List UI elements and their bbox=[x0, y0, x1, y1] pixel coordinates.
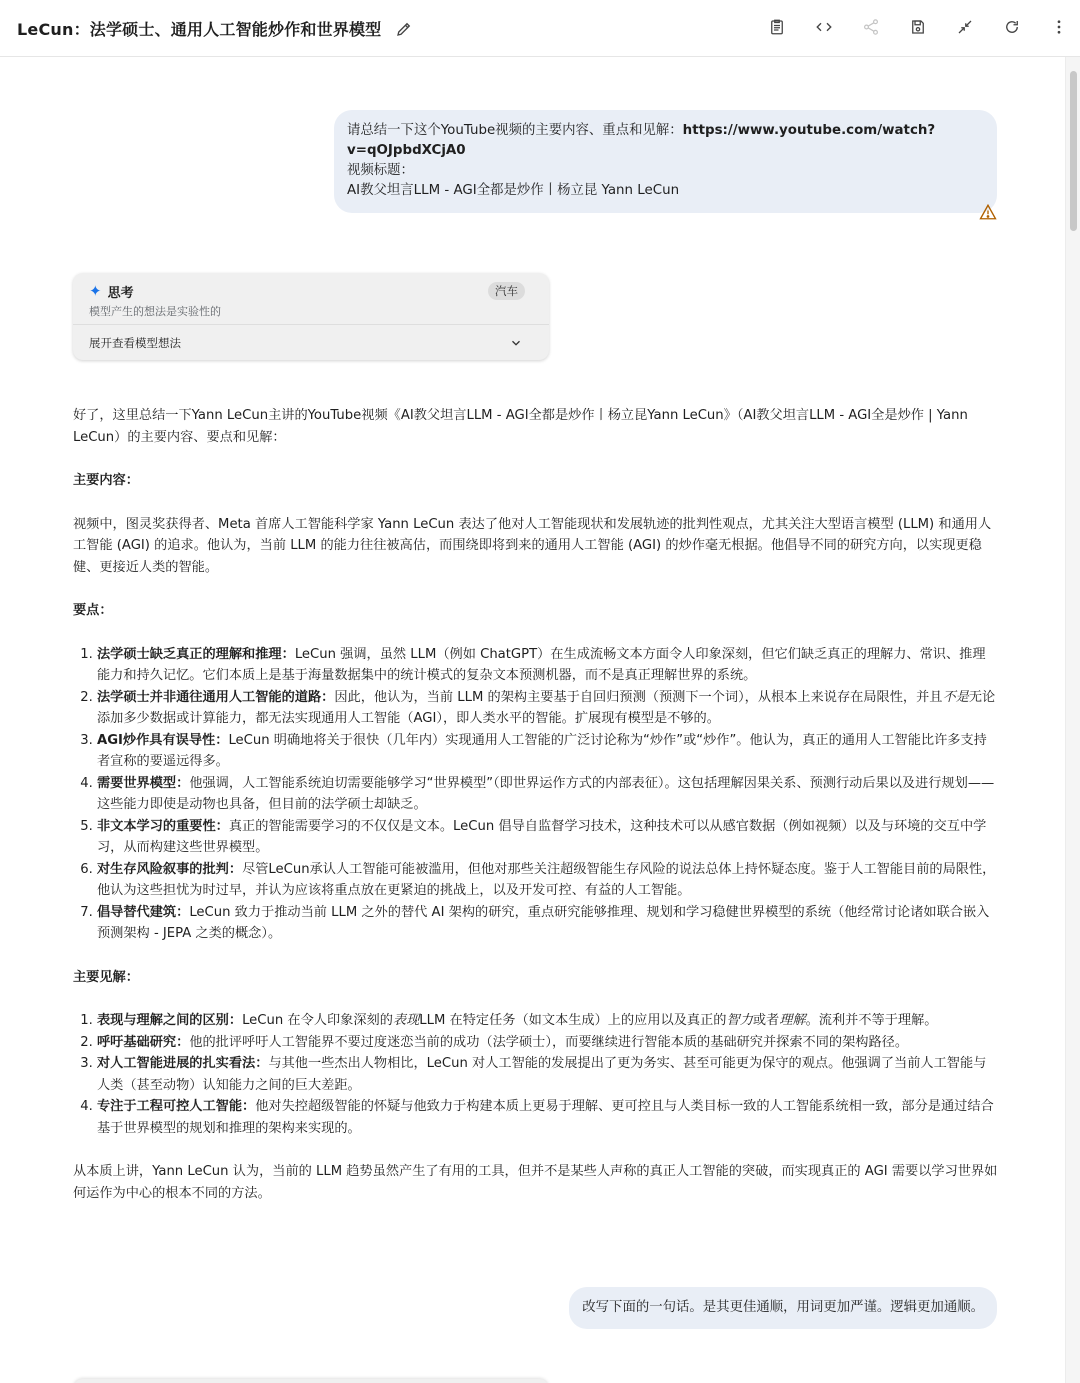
user-message-line-2: 视频标题： bbox=[347, 163, 414, 178]
list-item-text: 他强调，人工智能系统迫切需要能够学习“世界模型”（即世界运作方式的内部表征）。这包括理解因果关系、预测行动后果以及进行规划——这些能力即使是动物也具备，但目前的法学硕士却缺乏。 bbox=[97, 775, 995, 812]
user-message-line-3: AI教父坦言LLM - AGI全都是炒作丨杨立昆 Yann LeCun bbox=[347, 183, 680, 198]
list-item bbox=[97, 816, 998, 859]
model-response bbox=[73, 405, 998, 1204]
list-item-text: 他的批评呼吁人工智能界不要过度迷恋当前的成功（法学硕士），而要继续进行智能本质的基础研究并探索不同的架构路径。 bbox=[189, 1034, 909, 1050]
list-item-emphasis: 智力 bbox=[726, 1013, 753, 1028]
share-icon[interactable] bbox=[858, 14, 884, 40]
notes-icon[interactable] bbox=[764, 14, 790, 40]
chat-area bbox=[0, 57, 1066, 1383]
top-bar bbox=[0, 0, 1080, 57]
list-item bbox=[97, 687, 998, 730]
list-item bbox=[97, 644, 998, 687]
list-item-text: 他对失控超级智能的怀疑与他致力于构建本质上更易于理解、更可控且与人类目标一致的人工智能系统相一致，部分是通过结合基于世界模型的规划和推理的架构来实现的。 bbox=[97, 1099, 994, 1136]
collapse-icon[interactable] bbox=[952, 14, 978, 40]
list-item bbox=[97, 902, 998, 945]
model-chip: 汽车 bbox=[488, 282, 525, 300]
list-item-text: LeCun 明确地将关于很快（几年内）实现通用人工智能的广泛讨论称为“炒作”或“炒作”。他认为，真正的通用人工智能比许多支持者宣称的要遥远得多。 bbox=[97, 732, 987, 769]
thinking-label: 思考 bbox=[107, 286, 134, 301]
list-item bbox=[97, 1010, 998, 1032]
list-item bbox=[97, 1032, 998, 1054]
list-item-title: AGI炒作具有误导性： bbox=[97, 732, 229, 748]
list-item bbox=[97, 1053, 998, 1096]
list-item-text: 无论添加多少数据或计算能力，都无法实现通用人工智能（AGI），即人类水平的智能。扩展现有模型是不够的。 bbox=[97, 689, 996, 726]
list-item-title: 非文本学习的重要性： bbox=[97, 818, 229, 834]
user-message-text: 请总结一下这个YouTube视频的主要内容、重点和见解： bbox=[347, 123, 683, 138]
list-item bbox=[97, 1096, 998, 1139]
list-item-emphasis: 理解 bbox=[779, 1013, 806, 1028]
response-intro: 好了，这里总结一下Yann LeCun主讲的YouTube视频《AI教父坦言LLM - AGI全都是炒作丨杨立昆Yann LeCun》（AI教父坦言LLM - AGI全是炒作 | Yann LeCun）的主要内容、要点和见解： bbox=[73, 408, 968, 445]
key-points-heading: 要点： bbox=[73, 603, 113, 618]
list-item-title: 倡导替代建筑： bbox=[97, 904, 190, 920]
scrollbar-thumb[interactable] bbox=[1070, 71, 1077, 231]
list-item-text: LLM 在特定任务（如文本生成）上的应用以及真正的 bbox=[419, 1013, 727, 1028]
thinking-header bbox=[89, 282, 134, 301]
user-message-bubble-2: 改写下面的一句话。是其更佳通顺，用词更加严谨。逻辑更加通顺。 bbox=[569, 1287, 997, 1329]
list-item bbox=[97, 730, 998, 773]
insights-heading: 主要见解： bbox=[73, 969, 139, 985]
thinking-panel-partial bbox=[73, 1379, 549, 1383]
save-icon[interactable] bbox=[905, 14, 931, 40]
divider bbox=[73, 324, 549, 325]
main-content-heading: 主要内容： bbox=[73, 473, 139, 488]
list-item-title: 呼吁基础研究： bbox=[97, 1034, 190, 1050]
list-item-text: LeCun 强调，虽然 LLM（例如 ChatGPT）在生成流畅文本方面令人印象深刻，但它们缺乏真正的理解力、常识、推理能力和持久记忆。它们本质上是基于海量数据集中的统计模式的复杂文本预测机器，而不是真正理解世界的系统。 bbox=[97, 646, 986, 683]
list-item-title: 表现与理解之间的区别： bbox=[97, 1013, 243, 1028]
list-item-text: LeCun 在令人印象深刻的 bbox=[242, 1013, 393, 1028]
list-item-emphasis: 表现 bbox=[392, 1013, 420, 1028]
list-item-text: LeCun 致力于推动当前 LLM 之外的替代 AI 架构的研究，重点研究能够推理、规划和学习稳健世界模型的系统（他经常讨论诸如联合嵌入预测架构 - JEPA 之类的概念）。 bbox=[97, 904, 990, 941]
toolbar bbox=[764, 14, 1072, 40]
sparkle-icon: ✦ bbox=[89, 282, 102, 300]
thinking-subtitle: 模型产生的想法是实验性的 bbox=[89, 305, 221, 318]
chevron-down-icon[interactable] bbox=[509, 335, 523, 349]
scrollbar-track[interactable] bbox=[1065, 57, 1080, 1383]
list-item-title: 需要世界模型： bbox=[97, 775, 190, 791]
list-item-text: 或者 bbox=[752, 1013, 780, 1028]
edit-pencil-icon[interactable] bbox=[395, 20, 413, 38]
list-item-title: 法学硕士并非通往通用人工智能的道路： bbox=[97, 689, 335, 705]
key-points-list bbox=[73, 644, 998, 945]
list-item-text: 因此，他认为，当前 LLM 的架构主要基于自回归预测（预测下一个词），从根本上来说存在局限性，并且 bbox=[334, 689, 943, 705]
main-content-paragraph: 视频中，图灵奖获得者、Meta 首席人工智能科学家 Yann LeCun 表达了他对人工智能现状和发展轨迹的批判性观点，尤其关注大型语言模型 (LLM) 和通用人工智能 (AGI) 的追求。他认为，当前 LLM 的能力往往被高估，而围绕即将到来的通用人工智能 (AGI) 的炒作毫无根据。他倡导不同的研究方向，以实现更稳健、更接近人类的智能。 bbox=[73, 516, 992, 575]
prompt-title: LeCun：法学硕士、通用人工智能炒作和世界模型 bbox=[17, 20, 382, 39]
list-item-text: 。流利并不等于理解。 bbox=[805, 1013, 938, 1028]
list-item-title: 对生存风险叙事的批判： bbox=[97, 861, 243, 877]
list-item-title: 专注于工程可控人工智能： bbox=[97, 1099, 256, 1114]
code-icon[interactable] bbox=[811, 14, 837, 40]
thinking-panel bbox=[73, 273, 549, 360]
list-item-text: 与其他一些杰出人物相比，LeCun 对人工智能的发展提出了更为务实、甚至可能更为保守的观点。他强调了当前人工智能与人类（甚至动物）认知能力之间的巨大差距。 bbox=[97, 1056, 987, 1093]
list-item-text: 真正的智能需要学习的不仅仅是文本。LeCun 倡导自监督学习技术，这种技术可以从感官数据（例如视频）以及与环境的交互中学习，从而构建这些世界模型。 bbox=[97, 818, 987, 855]
list-item bbox=[97, 773, 998, 816]
list-item-text: 尽管LeCun承认人工智能可能被滥用，但他对那些关注超级智能生存风险的说法总体上持怀疑态度。鉴于人工智能目前的局限性，他认为这些担忧为时过早，并认为应该将重点放在更紧迫的挑战上，以及开发可控、有益的人工智能。 bbox=[97, 861, 996, 898]
refresh-icon[interactable] bbox=[999, 14, 1025, 40]
list-item-title: 对人工智能进展的扎实看法： bbox=[97, 1056, 269, 1071]
title-area bbox=[17, 17, 413, 40]
insights-list bbox=[73, 1010, 998, 1139]
user-message-bubble bbox=[334, 110, 997, 213]
warning-icon[interactable] bbox=[979, 203, 997, 221]
list-item-emphasis: 不是 bbox=[942, 689, 969, 705]
list-item bbox=[97, 859, 998, 902]
user-message-line-1 bbox=[347, 121, 984, 161]
list-item-title: 法学硕士缺乏真正的理解和推理： bbox=[97, 646, 295, 662]
expand-thoughts-toggle[interactable]: 展开查看模型想法 bbox=[89, 336, 181, 350]
response-conclusion: 从本质上讲，Yann LeCun 认为，当前的 LLM 趋势虽然产生了有用的工具，但并不是某些人声称的真正人工智能的突破，而实现真正的 AGI 需要以学习世界如何运作为中心的根本不同的方法。 bbox=[73, 1164, 998, 1201]
youtube-link[interactable]: https://www.youtube.com/watch?v=qOJpbdXCjA0 bbox=[347, 123, 936, 158]
more-vert-icon[interactable] bbox=[1046, 14, 1072, 40]
